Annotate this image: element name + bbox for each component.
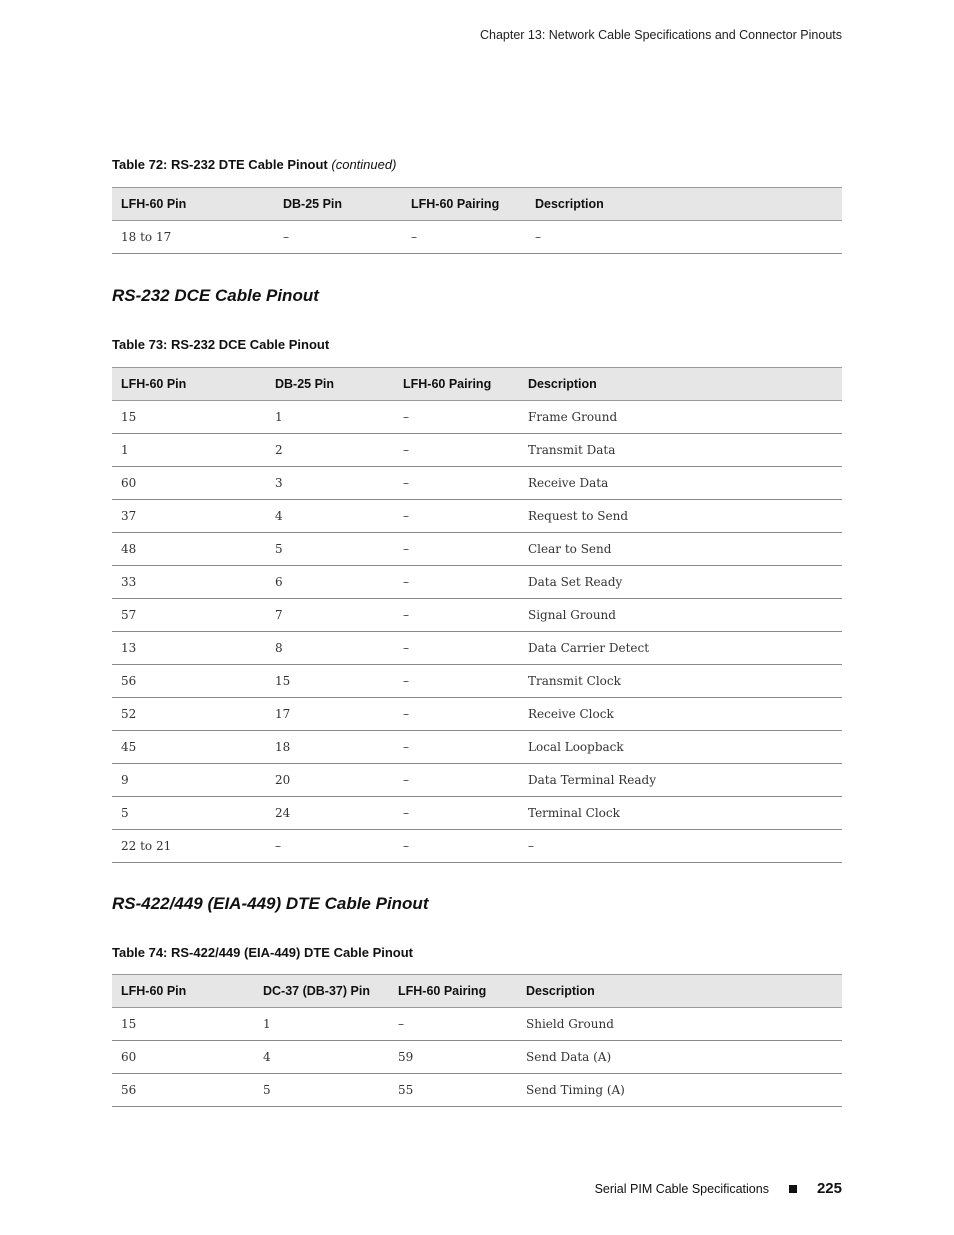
column-header: LFH-60 Pin: [112, 975, 254, 1008]
column-header: LFH-60 Pairing: [394, 368, 519, 401]
table-cell: 8: [266, 632, 394, 665]
table-cell: –: [394, 764, 519, 797]
table-row: [112, 632, 842, 665]
running-head: Chapter 13: Network Cable Specifications and Connector Pinouts: [479, 28, 842, 42]
table-cell: 33: [112, 566, 266, 599]
column-header: LFH-60 Pin: [112, 188, 274, 221]
table-row: [112, 797, 842, 830]
table-cell: –: [394, 401, 519, 434]
table-row: [112, 434, 842, 467]
table-73-caption: Table 73: RS-232 DCE Cable Pinout: [112, 337, 330, 352]
table-cell: 20: [266, 764, 394, 797]
table-cell: Receive Clock: [519, 698, 842, 731]
table-cell: Signal Ground: [519, 599, 842, 632]
table-72: [112, 187, 842, 254]
table-cell: 5: [254, 1074, 389, 1107]
table-header-row: [112, 368, 842, 401]
table-cell: –: [526, 221, 842, 254]
footer-section-name: Serial PIM Cable Specifications: [594, 1181, 769, 1196]
table-cell: Data Set Ready: [519, 566, 842, 599]
square-bullet-icon: [789, 1185, 797, 1193]
table-cell: 3: [266, 467, 394, 500]
table-72-body: [112, 221, 842, 254]
table-row: [112, 1041, 842, 1074]
table-cell: 17: [266, 698, 394, 731]
table-cell: 6: [266, 566, 394, 599]
table-74-body: [112, 1008, 842, 1107]
table-cell: 60: [112, 1041, 254, 1074]
table-72-continued: (continued): [331, 157, 397, 172]
table-cell: 48: [112, 533, 266, 566]
table-cell: 59: [389, 1041, 517, 1074]
table-cell: –: [394, 665, 519, 698]
table-cell: Send Data (A): [517, 1041, 842, 1074]
table-cell: 55: [389, 1074, 517, 1107]
table-cell: –: [394, 731, 519, 764]
table-row: [112, 533, 842, 566]
table-cell: Send Timing (A): [517, 1074, 842, 1107]
table-row: [112, 401, 842, 434]
table-cell: –: [394, 698, 519, 731]
table-cell: –: [394, 599, 519, 632]
table-cell: –: [394, 500, 519, 533]
table-73: [112, 367, 842, 863]
table-cell: –: [519, 830, 842, 863]
page-number: 225: [816, 1180, 842, 1197]
column-header: DC-37 (DB-37) Pin: [254, 975, 389, 1008]
table-cell: –: [394, 566, 519, 599]
table-cell: 57: [112, 599, 266, 632]
table-cell: –: [394, 467, 519, 500]
table-cell: 56: [112, 1074, 254, 1107]
table-cell: 9: [112, 764, 266, 797]
table-cell: Shield Ground: [517, 1008, 842, 1041]
table-cell: Local Loopback: [519, 731, 842, 764]
table-cell: Receive Data: [519, 467, 842, 500]
table-cell: 4: [254, 1041, 389, 1074]
table-cell: 22 to 21: [112, 830, 266, 863]
table-cell: –: [389, 1008, 517, 1041]
table-cell: 60: [112, 467, 266, 500]
page-footer: [595, 1180, 842, 1197]
table-cell: Frame Ground: [519, 401, 842, 434]
table-cell: Clear to Send: [519, 533, 842, 566]
table-row: [112, 698, 842, 731]
table-72-caption: [112, 157, 396, 172]
table-cell: –: [394, 830, 519, 863]
column-header: LFH-60 Pairing: [402, 188, 526, 221]
table-cell: 56: [112, 665, 266, 698]
table-72-caption-text: Table 72: RS-232 DTE Cable Pinout: [112, 157, 328, 172]
table-cell: 13: [112, 632, 266, 665]
table-cell: 1: [112, 434, 266, 467]
table-row: [112, 500, 842, 533]
table-cell: –: [394, 533, 519, 566]
table-row: [112, 221, 842, 254]
table-row: [112, 599, 842, 632]
table-row: [112, 665, 842, 698]
table-cell: 5: [266, 533, 394, 566]
table-73-body: [112, 401, 842, 863]
table-cell: Request to Send: [519, 500, 842, 533]
column-header: Description: [517, 975, 842, 1008]
table-row: [112, 830, 842, 863]
section-heading-dce: RS-232 DCE Cable Pinout: [112, 286, 319, 305]
table-cell: Data Carrier Detect: [519, 632, 842, 665]
table-cell: 1: [254, 1008, 389, 1041]
table-row: [112, 764, 842, 797]
table-cell: 7: [266, 599, 394, 632]
table-cell: –: [274, 221, 402, 254]
column-header: DB-25 Pin: [266, 368, 394, 401]
table-cell: –: [402, 221, 526, 254]
table-cell: 5: [112, 797, 266, 830]
table-cell: 52: [112, 698, 266, 731]
table-cell: 15: [266, 665, 394, 698]
table-row: [112, 731, 842, 764]
section-heading-rs449: RS-422/449 (EIA-449) DTE Cable Pinout: [112, 894, 429, 913]
table-cell: –: [394, 797, 519, 830]
table-row: [112, 1008, 842, 1041]
table-row: [112, 467, 842, 500]
column-header: Description: [519, 368, 842, 401]
table-74: [112, 974, 842, 1107]
table-cell: 4: [266, 500, 394, 533]
table-cell: Terminal Clock: [519, 797, 842, 830]
table-cell: Transmit Clock: [519, 665, 842, 698]
table-cell: 45: [112, 731, 266, 764]
table-cell: 15: [112, 401, 266, 434]
table-cell: 18 to 17: [112, 221, 274, 254]
table-row: [112, 1074, 842, 1107]
table-cell: –: [266, 830, 394, 863]
table-header-row: [112, 188, 842, 221]
column-header: DB-25 Pin: [274, 188, 402, 221]
column-header: LFH-60 Pin: [112, 368, 266, 401]
table-74-caption: Table 74: RS-422/449 (EIA-449) DTE Cable Pinout: [112, 945, 414, 960]
table-cell: –: [394, 632, 519, 665]
column-header: Description: [526, 188, 842, 221]
table-row: [112, 566, 842, 599]
table-cell: 15: [112, 1008, 254, 1041]
table-header-row: [112, 975, 842, 1008]
table-cell: 2: [266, 434, 394, 467]
table-cell: 18: [266, 731, 394, 764]
table-cell: 24: [266, 797, 394, 830]
table-cell: Data Terminal Ready: [519, 764, 842, 797]
table-cell: 37: [112, 500, 266, 533]
table-cell: 1: [266, 401, 394, 434]
column-header: LFH-60 Pairing: [389, 975, 517, 1008]
table-cell: –: [394, 434, 519, 467]
table-cell: Transmit Data: [519, 434, 842, 467]
